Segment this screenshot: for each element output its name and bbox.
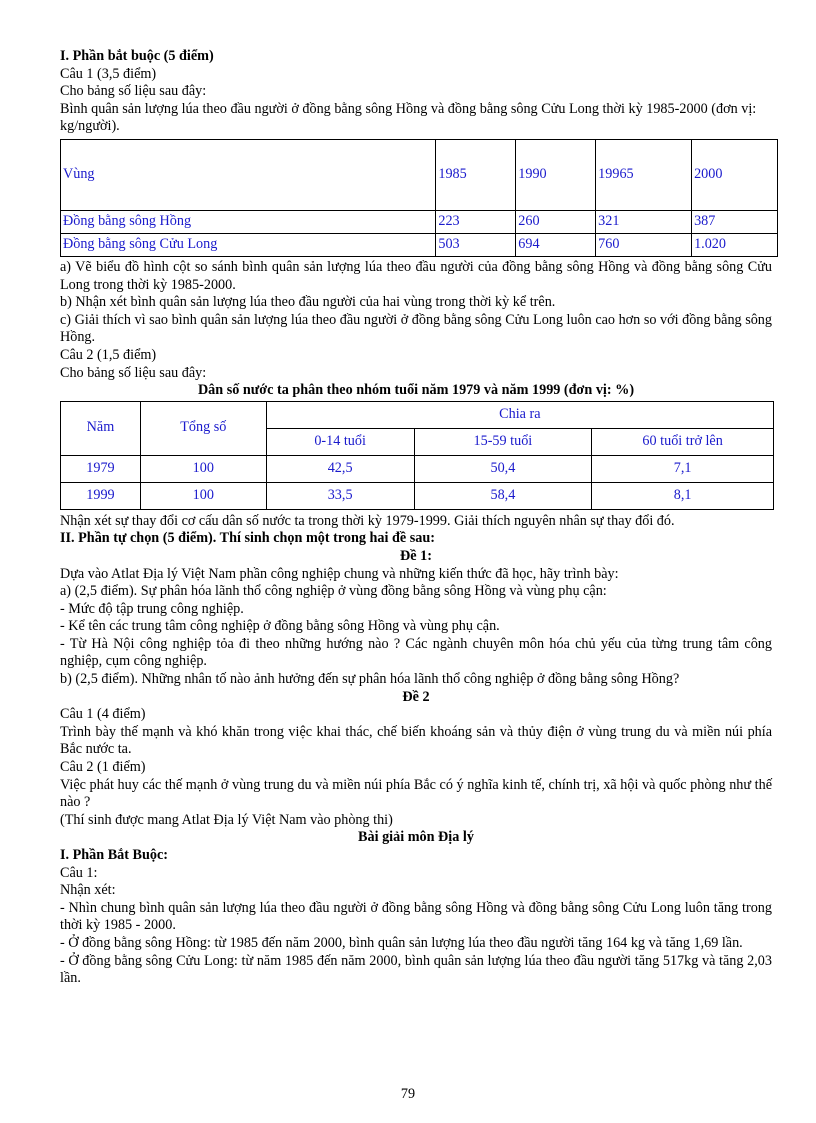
table-header-cell: Năm xyxy=(61,401,141,455)
table-cell: 387 xyxy=(692,210,778,233)
answer-p1: - Nhìn chung bình quân sản lượng lúa theo đầu người ở đồng bằng sông Hồng và đồng bằng sông Cửu Long luôn tăng trong thời kỳ 1985 - 2000. xyxy=(60,899,772,934)
table-cell: 100 xyxy=(140,455,266,482)
table-cell: 100 xyxy=(140,482,266,509)
table-header-cell: 15-59 tuổi xyxy=(414,428,592,455)
table-cell: 223 xyxy=(436,210,516,233)
table-header-cell: Vùng xyxy=(61,139,436,210)
table-cell: 1979 xyxy=(61,455,141,482)
table-header-cell: 0-14 tuổi xyxy=(266,428,414,455)
q2-intro: Cho bảng số liệu sau đây: xyxy=(60,364,207,381)
table-header-cell: 2000 xyxy=(692,139,778,210)
table-header-cell: 60 tuổi trở lên xyxy=(592,428,774,455)
q1-task-c: c) Giải thích vì sao bình quân sản lượng lúa theo đầu người ở đồng bằng sông Cửu Long luôn cao hơn so với đồng bằng sông Hồng. xyxy=(60,311,772,346)
table-header-cell: Tổng số xyxy=(140,401,266,455)
table-header-row xyxy=(61,139,778,210)
answer-title: Bài giải môn Địa lý xyxy=(358,829,474,846)
part2-heading: II. Phần tự chọn (5 điểm). Thí sinh chọn một trong hai đề sau: xyxy=(60,530,435,547)
table-cell: 260 xyxy=(516,210,596,233)
page-number: 79 xyxy=(400,1086,416,1102)
table-cell: 1999 xyxy=(61,482,141,509)
answer-p2: - Ở đồng bằng sông Hồng: từ 1985 đến năm 2000, bình quân sản lượng lúa theo đầu người tăng 164 kg và tăng 1,69 lần. xyxy=(60,934,743,951)
de2-q2: Việc phát huy các thế mạnh ở vùng trung du và miền núi phía Bắc có ý nghĩa kinh tế, chính trị, xã hội và quốc phòng như thế nào ? xyxy=(60,776,772,811)
answer-nx: Nhận xét: xyxy=(60,882,116,899)
answer-q1: Câu 1: xyxy=(60,864,98,881)
table-row xyxy=(61,233,778,256)
q1-task-a: a) Vẽ biểu đồ hình cột so sánh bình quân sản lượng lúa theo đầu người của đồng bằng sông Hồng và đồng bằng sông Cửu Long trong thời kỳ 1985-2000. xyxy=(60,258,772,293)
table-cell: 760 xyxy=(596,233,692,256)
de1-a: a) (2,5 điểm). Sự phân hóa lãnh thổ công nghiệp ở vùng đồng bằng sông Hồng và vùng phụ cận: xyxy=(60,583,607,600)
table-header-cell: 1990 xyxy=(516,139,596,210)
de1-a2: - Kể tên các trung tâm công nghiệp ở đồng bằng sông Hồng và vùng phụ cận. xyxy=(60,618,500,635)
population-age-table xyxy=(60,401,774,510)
q1-task-b: b) Nhận xét bình quân sản lượng lúa theo đầu người của hai vùng trong thời kỳ kể trên. xyxy=(60,294,556,311)
q1-intro: Cho bảng số liệu sau đây: xyxy=(60,83,207,100)
de2-title: Đề 2 xyxy=(402,688,430,705)
table-cell: 58,4 xyxy=(414,482,592,509)
table2-title: Dân số nước ta phân theo nhóm tuổi năm 1979 và năm 1999 (đơn vị: %) xyxy=(197,382,635,399)
table-row xyxy=(61,455,774,482)
table-cell: Đồng bằng sông Hồng xyxy=(61,210,436,233)
q2-title: Câu 2 (1,5 điểm) xyxy=(60,346,157,363)
table-header-cell: 1985 xyxy=(436,139,516,210)
answer-heading: I. Phần Bắt Buộc: xyxy=(60,847,168,863)
table-cell: 694 xyxy=(516,233,596,256)
table-header-row xyxy=(61,401,774,428)
q2-task: Nhận xét sự thay đổi cơ cấu dân số nước ta trong thời kỳ 1979-1999. Giải thích nguyên nhân sự thay đổi đó. xyxy=(60,512,675,529)
de1-a1: - Mức độ tập trung công nghiệp. xyxy=(60,600,244,617)
table-cell: 7,1 xyxy=(592,455,774,482)
de1-intro: Dựa vào Atlat Địa lý Việt Nam phần công nghiệp chung và những kiến thức đã học, hãy trình bày: xyxy=(60,565,619,582)
rice-per-capita-table xyxy=(60,139,778,257)
table-cell: Đồng bằng sông Cửu Long xyxy=(61,233,436,256)
table-header-cell: Chia ra xyxy=(266,401,773,428)
de2-q1-title: Câu 1 (4 điểm) xyxy=(60,706,146,723)
table-row xyxy=(61,210,778,233)
table-cell: 321 xyxy=(596,210,692,233)
table-cell: 1.020 xyxy=(692,233,778,256)
table-header-cell: 19965 xyxy=(596,139,692,210)
table-cell: 50,4 xyxy=(414,455,592,482)
de1-a3: - Từ Hà Nội công nghiệp tỏa đi theo những hướng nào ? Các ngành chuyên môn hóa chủ yếu của từng trung tâm công nghiệp, cụm công nghiệp. xyxy=(60,635,772,670)
de2-q1: Trình bày thế mạnh và khó khăn trong việc khai thác, chế biến khoáng sản và thủy điện ở vùng trung du và miền núi phía Bắc nước ta. xyxy=(60,723,772,758)
q1-description: Bình quân sản lượng lúa theo đầu người ở đồng bằng sông Hồng và đồng bằng sông Cửu Long thời kỳ 1985-2000 (đơn vị: kg/người). xyxy=(60,100,757,135)
table-cell: 42,5 xyxy=(266,455,414,482)
q1-title: Câu 1 (3,5 điểm) xyxy=(60,65,157,82)
table-cell: 8,1 xyxy=(592,482,774,509)
de1-title: Đề 1: xyxy=(400,547,432,564)
de2-q2-title: Câu 2 (1 điểm) xyxy=(60,759,146,776)
document-page xyxy=(60,48,772,988)
de1-b: b) (2,5 điểm). Những nhân tố nào ảnh hưởng đến sự phân hóa lãnh thổ công nghiệp ở đồng bằng sông Hồng? xyxy=(60,671,680,688)
answer-p3: - Ở đồng bằng sông Cửu Long: từ năm 1985 đến năm 2000, bình quân sản lượng lúa theo đầu người tăng 517kg và tăng 2,03 lần. xyxy=(60,952,772,987)
part1-heading: I. Phần bắt buộc (5 điểm) xyxy=(60,48,214,64)
table-cell: 33,5 xyxy=(266,482,414,509)
exam-note: (Thí sinh được mang Atlat Địa lý Việt Nam vào phòng thi) xyxy=(60,811,393,828)
table-row xyxy=(61,482,774,509)
table-cell: 503 xyxy=(436,233,516,256)
